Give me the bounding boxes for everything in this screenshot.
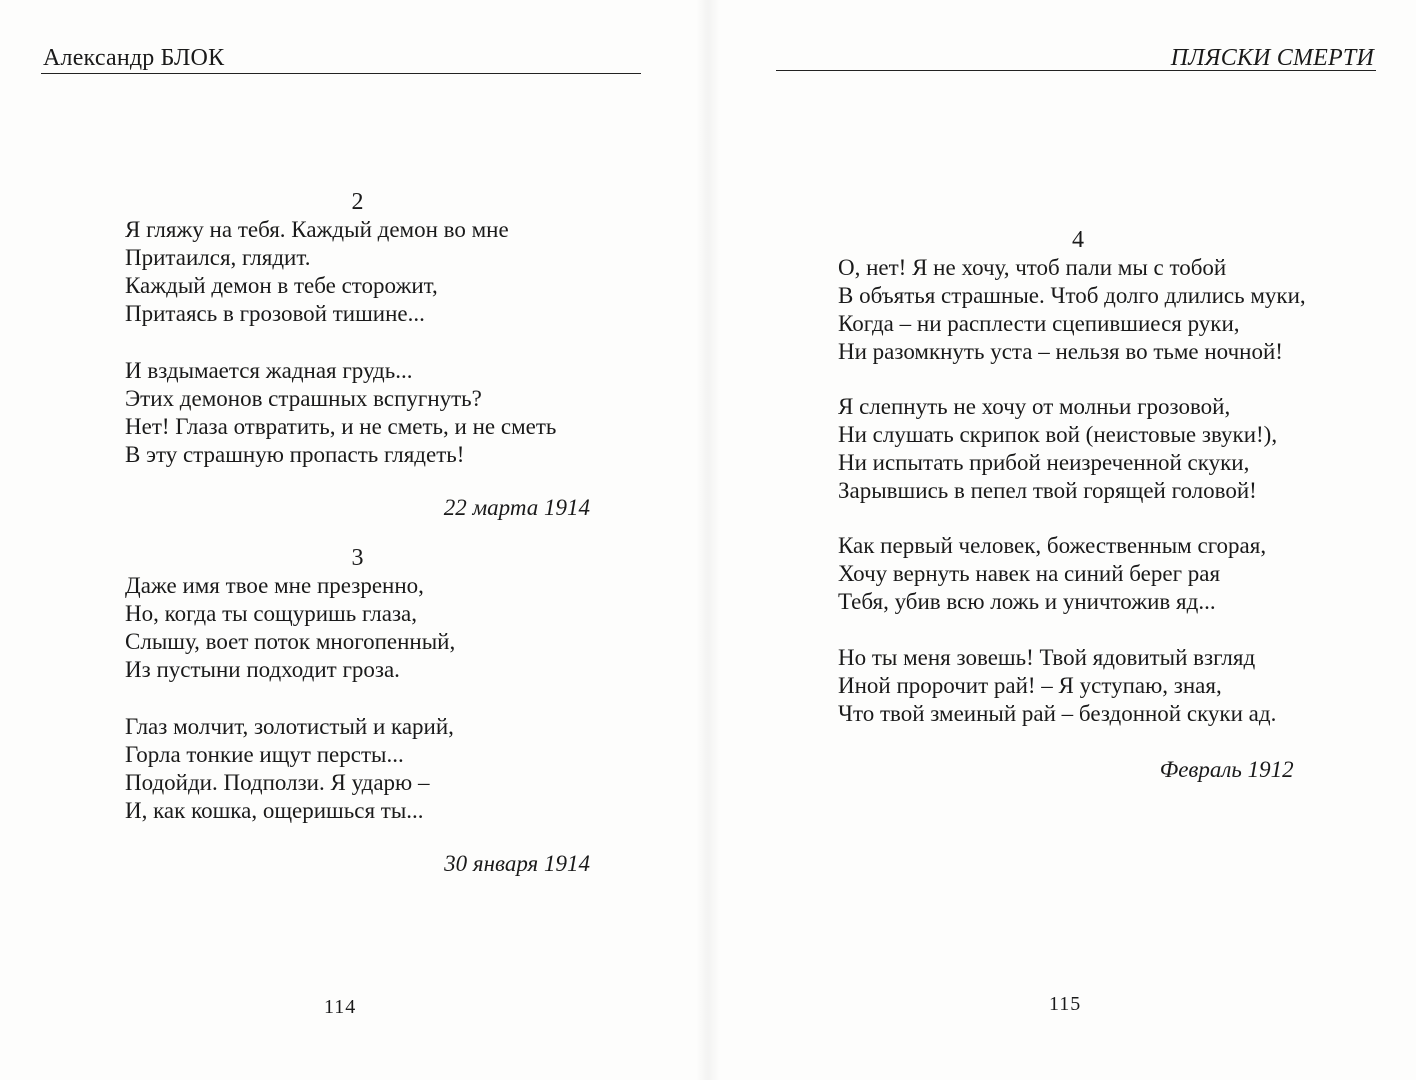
- poem-number: 3: [351, 545, 364, 571]
- poem-4: [838, 226, 1318, 796]
- verse-line: Что твой змеиный рай – бездонной скуки ад.: [838, 701, 1277, 726]
- verse-line: И вздымается жадная грудь...: [125, 358, 413, 383]
- verse-line: Тебя, убив всю ложь и уничтожив яд...: [838, 589, 1216, 614]
- verse-line: Нет! Глаза отвратить, и не сметь, и не сметь: [125, 414, 557, 439]
- verse-line: В объятья страшные. Чтоб долго длились муки,: [838, 283, 1306, 308]
- verse-line: Ни разомкнуть уста – нельзя во тьме ночной!: [838, 339, 1283, 364]
- verse-line: Притаился, глядит.: [125, 245, 311, 270]
- page-number: 114: [324, 996, 357, 1018]
- verse-line: Иной пророчит рай! – Я уступаю, зная,: [838, 673, 1222, 698]
- poem-date: 22 марта 1914: [443, 495, 590, 520]
- running-head-author: Александр БЛОК: [43, 45, 225, 71]
- verse-line: И, как кошка, ощеришься ты...: [125, 798, 424, 823]
- verse-line: В эту страшную пропасть глядеть!: [125, 442, 465, 467]
- verse-line: Ни испытать прибой неизреченной скуки,: [838, 450, 1250, 475]
- verse-line: Притаясь в грозовой тишине...: [125, 301, 425, 326]
- verse-line: Этих демонов страшных вспугнуть?: [125, 386, 482, 411]
- poem-number: 4: [1072, 227, 1084, 253]
- verse-line: Слышу, воет поток многопенный,: [125, 629, 456, 654]
- verse-line: Горла тонкие ищут персты...: [125, 742, 404, 767]
- poem-number: 2: [351, 189, 364, 215]
- verse-line: Я гляжу на тебя. Каждый демон во мне: [125, 217, 509, 242]
- poem-date: 30 января 1914: [444, 851, 590, 876]
- verse-line: Но ты меня зовешь! Твой ядовитый взгляд: [838, 645, 1256, 670]
- verse-line: Зарывшись в пепел твой горящей головой!: [838, 478, 1257, 503]
- verse-line: Хочу вернуть навек на синий берег рая: [838, 561, 1221, 586]
- stanza: [125, 713, 454, 825]
- stanza: [838, 393, 1277, 505]
- verse-line: Я слепнуть не хочу от молньи грозовой,: [838, 394, 1231, 419]
- verse-line: Подойди. Подползи. Я ударю –: [125, 770, 430, 795]
- right-page: [708, 0, 1416, 1080]
- page-number: 115: [1049, 993, 1082, 1015]
- verse-line: О, нет! Я не хочу, чтоб пали мы с тобой: [838, 255, 1227, 280]
- verse-line: Глаз молчит, золотистый и карий,: [125, 714, 454, 739]
- stanza: [838, 532, 1266, 616]
- header-rule: [41, 73, 641, 74]
- stanza: [125, 357, 556, 469]
- stanza: [838, 644, 1276, 728]
- running-head-section: ПЛЯСКИ СМЕРТИ: [1170, 45, 1374, 71]
- verse-line: Каждый демон в тебе сторожит,: [125, 273, 438, 298]
- verse-line: Но, когда ты сощуришь глаза,: [125, 601, 417, 626]
- poem-3: [125, 544, 590, 884]
- verse-line: Как первый человек, божественным сгорая,: [838, 533, 1267, 558]
- verse-line: Из пустыни подходит гроза.: [125, 657, 400, 682]
- stanza: [125, 216, 509, 328]
- stanza: [125, 572, 455, 684]
- verse-line: Даже имя твое мне презренно,: [125, 573, 424, 598]
- header-rule: [776, 70, 1376, 71]
- verse-line: Когда – ни расплести сцепившиеся руки,: [838, 311, 1240, 336]
- verse-line: Ни слушать скрипок вой (неистовые звуки!),: [838, 422, 1278, 447]
- stanza: [838, 254, 1306, 366]
- poem-date: Февраль 1912: [1159, 757, 1294, 782]
- poem-2: [125, 188, 590, 528]
